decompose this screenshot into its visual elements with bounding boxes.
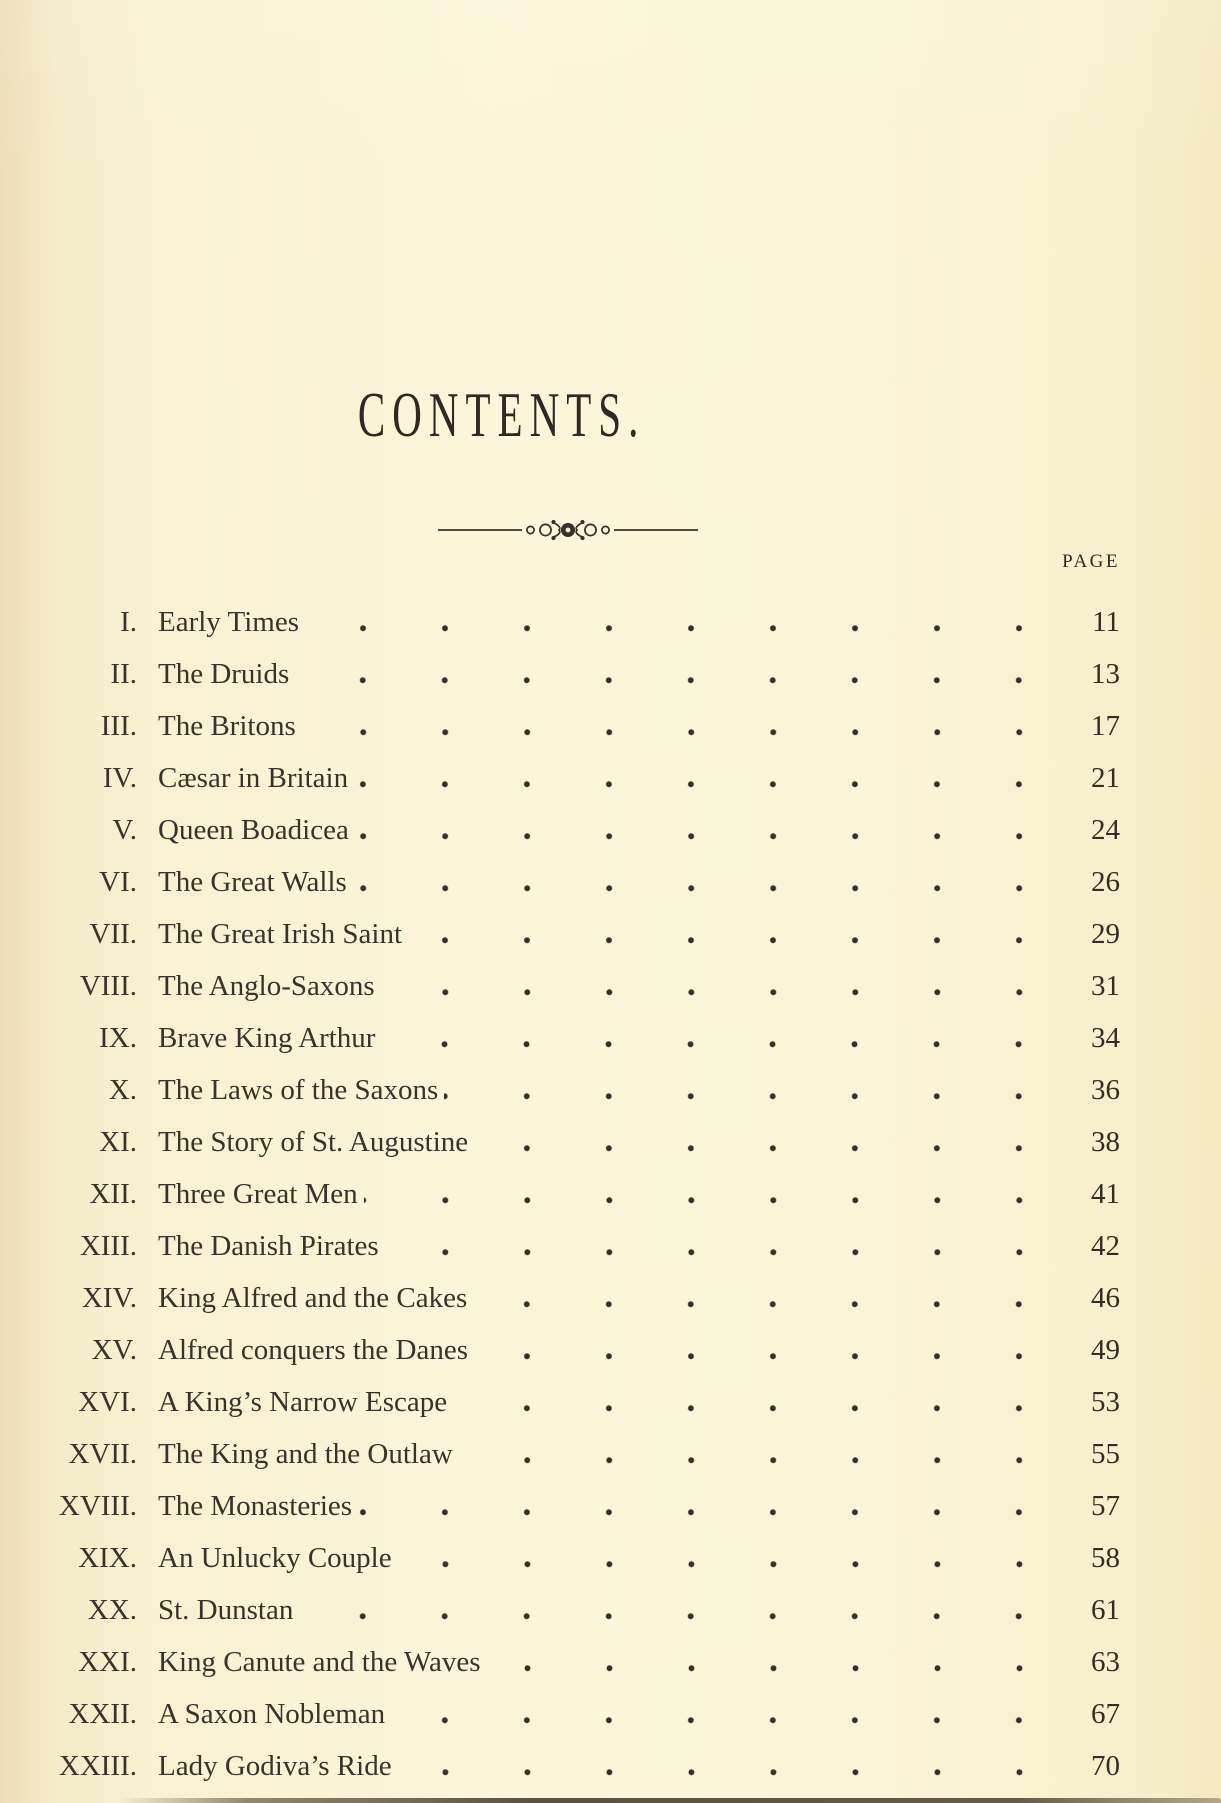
chapter-numeral: XX. (87, 1594, 137, 1626)
toc-entry (0, 1428, 1221, 1480)
chapter-title: King Alfred and the Cakes (158, 1282, 468, 1314)
toc-entry (0, 752, 1221, 804)
dot-leader (444, 1064, 1060, 1116)
chapter-title: Alfred conquers the Danes (158, 1334, 469, 1366)
page-title-text: CONTENTS. (358, 379, 646, 450)
toc-entry (0, 960, 1221, 1012)
chapter-numeral: VII. (89, 918, 137, 950)
chapter-numeral: IV. (102, 762, 137, 794)
chapter-title: A King’s Narrow Escape (158, 1386, 448, 1418)
toc-entry (0, 700, 1221, 752)
toc-entry (0, 1220, 1221, 1272)
chapter-title: Lady Godiva’s Ride (158, 1750, 392, 1782)
page-number: 26 (1091, 866, 1120, 898)
chapter-title: The Laws of the Saxons (158, 1074, 439, 1106)
chapter-numeral: XXI. (78, 1646, 137, 1678)
chapter-numeral: XI. (99, 1126, 137, 1158)
chapter-numeral: XV. (91, 1334, 137, 1366)
page-number: 11 (1092, 606, 1120, 638)
chapter-numeral: XVI. (78, 1386, 137, 1418)
toc-entry (0, 804, 1221, 856)
page-number: 36 (1091, 1074, 1120, 1106)
toc-entry (0, 1012, 1221, 1064)
page-number: 70 (1091, 1750, 1120, 1782)
dot-leader (358, 1480, 1060, 1532)
page-title (0, 381, 1004, 448)
chapter-title: St. Dunstan (158, 1594, 294, 1626)
dot-leader (391, 1688, 1060, 1740)
dot-leader (381, 960, 1060, 1012)
dot-leader (295, 648, 1060, 700)
chapter-numeral: XIX. (78, 1542, 137, 1574)
page-number: 46 (1091, 1282, 1120, 1314)
chapter-title: Brave King Arthur (158, 1022, 376, 1054)
chapter-numeral: II. (110, 658, 137, 690)
chapter-title: The Britons (158, 710, 296, 742)
chapter-numeral: XVII. (68, 1438, 137, 1470)
chapter-title: The Monasteries (158, 1490, 353, 1522)
page-number: 29 (1091, 918, 1120, 950)
chapter-numeral: III. (100, 710, 137, 742)
page-number: 67 (1091, 1698, 1120, 1730)
toc-entry (0, 856, 1221, 908)
chapter-numeral: X. (108, 1074, 137, 1106)
dot-leader (473, 1272, 1060, 1324)
ornament-divider (438, 514, 698, 546)
page-number: 57 (1091, 1490, 1120, 1522)
chapter-title: The Story of St. Augustine (158, 1126, 469, 1158)
chapter-title: The Great Walls (158, 866, 347, 898)
page-number: 41 (1091, 1178, 1120, 1210)
table-of-contents (0, 596, 1221, 1792)
chapter-title: An Unlucky Couple (158, 1542, 392, 1574)
page-number: 55 (1091, 1438, 1120, 1470)
page-number: 31 (1091, 970, 1120, 1002)
dot-leader (459, 1428, 1060, 1480)
page-number: 17 (1091, 710, 1120, 742)
dot-leader (354, 752, 1060, 804)
chapter-title: The Anglo-Saxons (158, 970, 375, 1002)
dot-leader (474, 1324, 1060, 1376)
chapter-numeral: XIII. (79, 1230, 137, 1262)
page-number: 13 (1091, 658, 1120, 690)
toc-entry (0, 1740, 1221, 1792)
chapter-numeral: XIV. (81, 1282, 137, 1314)
dot-leader (385, 1220, 1060, 1272)
dot-leader (474, 1116, 1060, 1168)
chapter-numeral: XXII. (68, 1698, 137, 1730)
dot-leader (305, 596, 1060, 648)
toc-entry (0, 1168, 1221, 1220)
page-number: 21 (1091, 762, 1120, 794)
page-number: 49 (1091, 1334, 1120, 1366)
toc-entry (0, 1532, 1221, 1584)
dot-leader (299, 1584, 1060, 1636)
dot-leader (364, 1168, 1060, 1220)
chapter-numeral: IX. (99, 1022, 137, 1054)
toc-entry (0, 1064, 1221, 1116)
toc-entry (0, 1584, 1221, 1636)
chapter-title: The Great Irish Saint (158, 918, 403, 950)
toc-entry (0, 648, 1221, 700)
chapter-title: King Canute and the Waves (158, 1646, 481, 1678)
chapter-numeral: XII. (89, 1178, 137, 1210)
page-number: 34 (1091, 1022, 1120, 1054)
chapter-title: Queen Boadicea (158, 814, 349, 846)
toc-entry (0, 596, 1221, 648)
dot-leader (381, 1012, 1060, 1064)
dot-leader (487, 1636, 1061, 1688)
page-number: 63 (1091, 1646, 1120, 1678)
chapter-title: Cæsar in Britain (158, 762, 349, 794)
chapter-numeral: I. (120, 606, 137, 638)
dot-leader (302, 700, 1060, 752)
toc-entry (0, 1688, 1221, 1740)
page-number: 61 (1091, 1594, 1120, 1626)
dot-leader (408, 908, 1060, 960)
dot-leader (398, 1740, 1060, 1792)
chapter-numeral: XVIII. (58, 1490, 137, 1522)
chapter-numeral: VI. (99, 866, 137, 898)
toc-entry (0, 908, 1221, 960)
toc-entry (0, 1272, 1221, 1324)
dot-leader (353, 856, 1060, 908)
toc-entry (0, 1324, 1221, 1376)
chapter-title: Three Great Men (158, 1178, 358, 1210)
chapter-title: The Danish Pirates (158, 1230, 379, 1262)
page-column-header: PAGE (1062, 551, 1120, 572)
page-bottom-edge-shadow (118, 1798, 1221, 1803)
toc-entry (0, 1636, 1221, 1688)
toc-entry (0, 1480, 1221, 1532)
page-number: 42 (1091, 1230, 1120, 1262)
dot-leader (355, 804, 1060, 856)
chapter-numeral: XXIII. (58, 1750, 137, 1782)
toc-entry (0, 1376, 1221, 1428)
page-number: 38 (1091, 1126, 1120, 1158)
chapter-numeral: V. (112, 814, 137, 846)
dot-leader (398, 1532, 1060, 1584)
toc-entry (0, 1116, 1221, 1168)
chapter-numeral: VIII. (79, 970, 137, 1002)
chapter-title: The Druids (158, 658, 290, 690)
chapter-title: Early Times (158, 606, 299, 638)
chapter-title: A Saxon Nobleman (158, 1698, 386, 1730)
page-number: 53 (1091, 1386, 1120, 1418)
chapter-title: The King and the Outlaw (158, 1438, 453, 1470)
page-number: 24 (1091, 814, 1120, 846)
page-number: 58 (1091, 1542, 1120, 1574)
dot-leader (453, 1376, 1060, 1428)
